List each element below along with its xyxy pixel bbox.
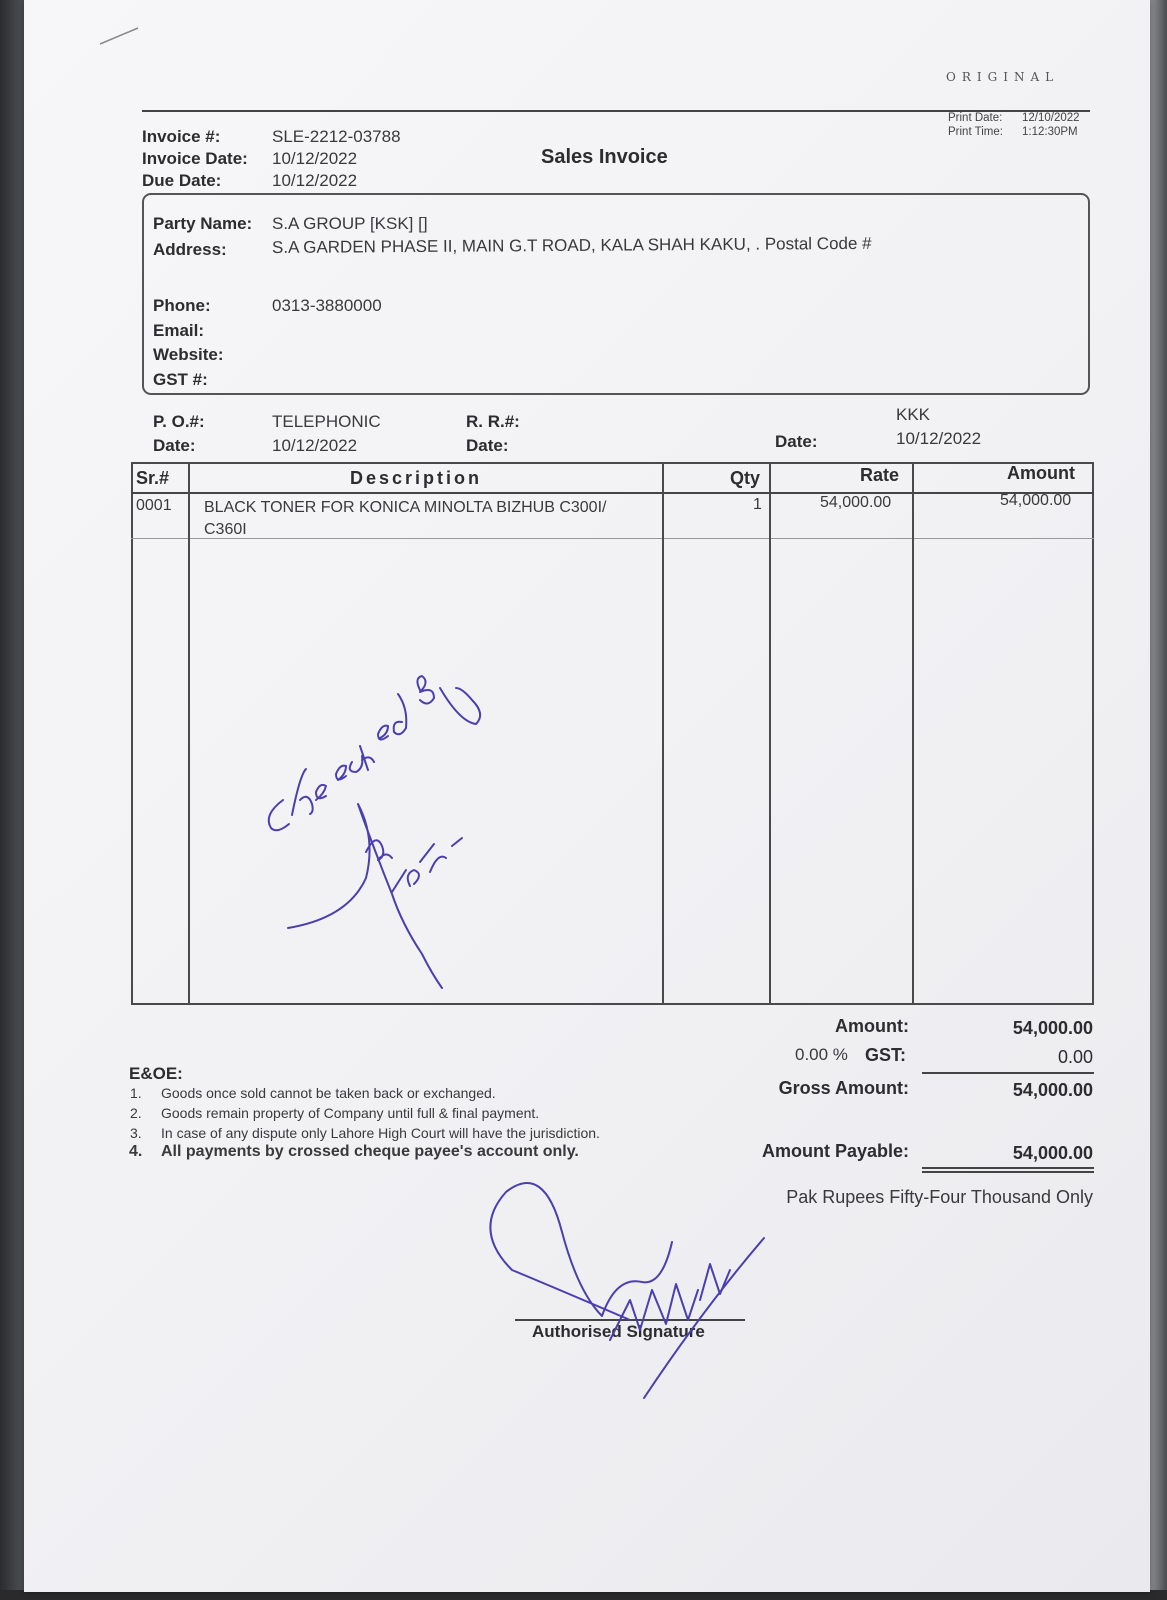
email-label: Email: (153, 321, 205, 340)
row-description-line1: BLACK TONER FOR KONICA MINOLTA BIZHUB C300I/ (204, 499, 607, 516)
col-header-description: Description (350, 468, 483, 488)
col-header-qty: Qty (730, 468, 761, 488)
signature-label: Authorised Signature (532, 1322, 705, 1341)
col-header-amount: Amount (1007, 463, 1075, 483)
authorised-signature-ink (644, 1238, 764, 1398)
checked-by-ink (440, 688, 480, 724)
invoice-no: SLE-2212-03788 (272, 127, 401, 146)
due-date-label: Due Date: (142, 171, 222, 190)
col-header-sr: Sr.# (136, 468, 170, 488)
checked-by-ink (417, 676, 434, 704)
rr-label: R. R.#: (466, 412, 520, 431)
phone: 0313-3880000 (272, 296, 382, 315)
row-qty: 1 (753, 496, 762, 513)
gross-amount-value: 54,000.00 (1012, 1080, 1093, 1100)
checked-by-ink (350, 746, 374, 772)
checked-by-ink (288, 804, 442, 988)
gst-percent: 0.00 % (795, 1045, 848, 1064)
checked-by-ink (336, 766, 346, 780)
authorised-signature-ink (610, 1284, 698, 1340)
term-number: 3. (130, 1125, 142, 1141)
gst-total-label: GST: (865, 1045, 907, 1065)
copy-label: ORIGINAL (946, 70, 1060, 84)
print-time-label: Print Time: (948, 126, 1003, 138)
term-number: 4. (129, 1143, 143, 1160)
address: S.A GARDEN PHASE II, MAIN G.T ROAD, KALA SHAH KAKU, . Postal Code # (271, 233, 872, 257)
amount-label: Amount: (835, 1016, 909, 1036)
term-text: In case of any dispute only Lahore High Court will have the jurisdiction. (161, 1125, 600, 1141)
term-text: All payments by crossed cheque payee's account only. (161, 1143, 579, 1160)
amount-in-words: Pak Rupees Fifty-Four Thousand Only (786, 1187, 1093, 1207)
row-sr: 0001 (136, 497, 172, 514)
ref-date-label: Date: (775, 432, 818, 451)
invoice-date-label: Invoice Date: (142, 149, 248, 168)
invoice-date: 10/12/2022 (272, 149, 358, 168)
print-date: 12/10/2022 (1022, 112, 1080, 124)
row-rate: 54,000.00 (820, 494, 892, 511)
address-label: Address: (153, 240, 227, 259)
gross-amount-label: Gross Amount: (778, 1078, 909, 1098)
col-header-rate: Rate (860, 465, 900, 485)
checked-by-ink (292, 769, 313, 815)
term-number: 1. (130, 1085, 142, 1101)
ref-code: KKK (896, 405, 931, 424)
amount-payable-label: Amount Payable: (761, 1141, 909, 1161)
checked-by-ink (392, 838, 462, 892)
party-name: S.A GROUP [KSK] [] (272, 214, 428, 233)
rr-date-label: Date: (466, 436, 509, 455)
print-time: 1:12:30PM (1022, 126, 1078, 138)
po-number: TELEPHONIC (272, 412, 381, 431)
gst-value: 0.00 (1057, 1047, 1093, 1067)
page-title: Sales Invoice (541, 146, 668, 168)
invoice-no-label: Invoice #: (142, 127, 221, 146)
term-text: Goods once sold cannot be taken back or exchanged. (161, 1085, 496, 1101)
website-label: Website: (153, 345, 224, 364)
print-date-label: Print Date: (948, 112, 1003, 124)
checked-by-ink (316, 785, 326, 800)
po-label: P. O.#: (153, 412, 205, 431)
gst-label: GST #: (153, 370, 208, 389)
amount-value: 54,000.00 (1012, 1018, 1093, 1038)
row-amount: 54,000.00 (1000, 492, 1072, 509)
phone-label: Phone: (153, 296, 211, 315)
checked-by-ink (269, 800, 289, 830)
ref-date: 10/12/2022 (896, 429, 982, 448)
row-description-line2: C360I (204, 521, 247, 538)
due-date: 10/12/2022 (272, 171, 358, 190)
po-date: 10/12/2022 (272, 436, 358, 455)
term-number: 2. (130, 1105, 142, 1121)
term-text: Goods remain property of Company until full & final payment. (161, 1105, 540, 1121)
authorised-signature-ink (700, 1264, 730, 1300)
authorised-signature-ink (490, 1183, 672, 1320)
checked-by-ink (378, 726, 388, 740)
terms-heading: E&OE: (129, 1064, 183, 1083)
checked-by-ink (394, 694, 407, 734)
party-name-label: Party Name: (153, 214, 253, 233)
po-date-label: Date: (153, 436, 196, 455)
amount-payable-value: 54,000.00 (1012, 1143, 1093, 1163)
